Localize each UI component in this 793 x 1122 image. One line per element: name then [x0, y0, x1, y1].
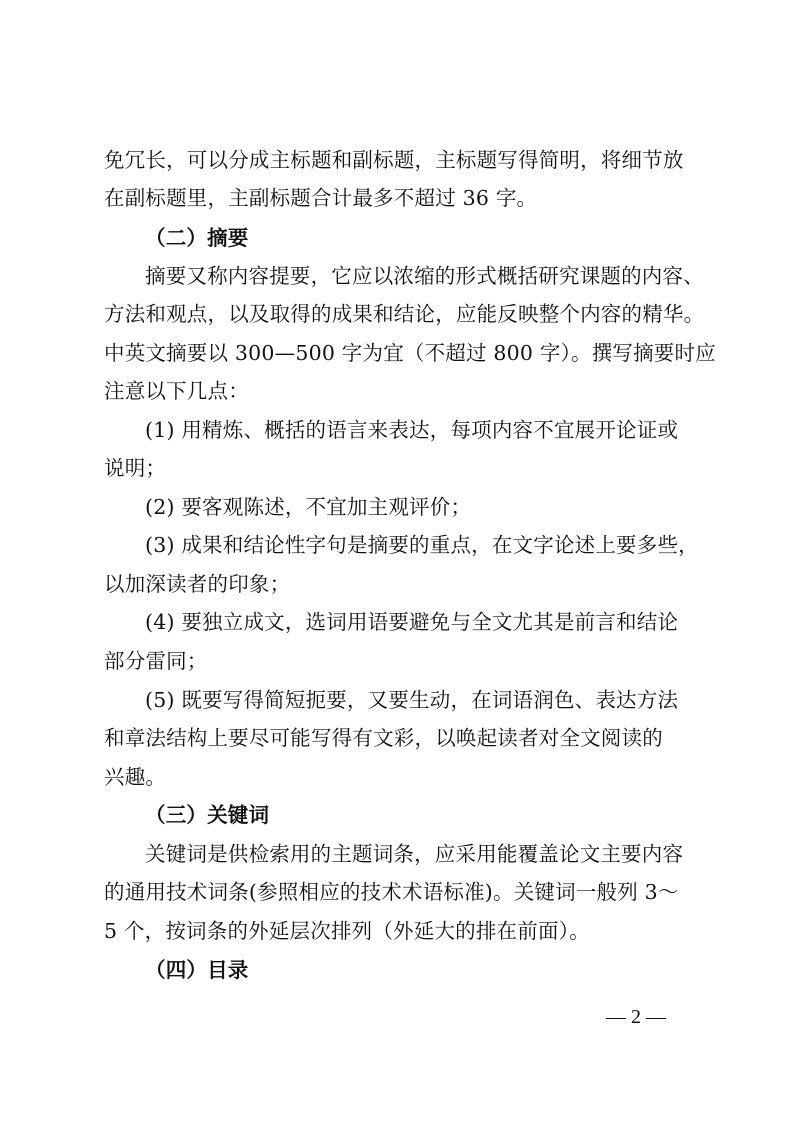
section-heading-contents: （四）目录 [145, 958, 249, 982]
list-item-line: (5) 既要写得简短扼要，又要生动，在词语润色、表达方法 [145, 688, 679, 712]
body-text-line: 注意以下几点： [104, 379, 249, 403]
list-item-line: (1) 用精炼、概括的语言来表达，每项内容不宜展开论证或 [145, 418, 679, 442]
body-text-line: 方法和观点，以及取得的成果和结论，应能反映整个内容的精华。 [104, 302, 705, 326]
list-item-line: 和章法结构上要尽可能写得有文彩，以唤起读者对全文阅读的 [104, 726, 663, 750]
list-item-line: (2) 要客观陈述，不宜加主观评价； [145, 495, 472, 519]
list-item-line: 兴趣。 [104, 765, 167, 789]
body-text-line: 中英文摘要以 300—500 字为宜（不超过 800 字）。撰写摘要时应 [104, 341, 716, 365]
body-text-line: 免冗长，可以分成主标题和副标题，主标题写得简明，将细节放 [104, 148, 684, 172]
list-item-line: 部分雷同； [104, 649, 208, 673]
body-text-line: 关键词是供检索用的主题词条，应采用能覆盖论文主要内容 [145, 842, 684, 866]
body-text-line: 5 个，按词条的外延层次排列（外延大的排在前面）。 [104, 919, 590, 943]
page-number: — 2 — [606, 1006, 666, 1028]
body-text-line: 在副标题里，主副标题合计最多不超过 36 字。 [104, 186, 538, 210]
list-item-line: (3) 成果和结论性字句是摘要的重点，在文字论述上要多些， [145, 533, 699, 557]
list-item-line: 说明； [104, 456, 167, 480]
section-heading-keywords: （三）关键词 [145, 803, 270, 827]
section-heading-abstract: （二）摘要 [145, 226, 249, 250]
list-item-line: (4) 要独立成文，选词用语要避免与全文尤其是前言和结论 [145, 610, 679, 634]
body-text-line: 的通用技术词条(参照相应的技术术语标准)。关键词一般列 3～ [104, 880, 679, 904]
list-item-line: 以加深读者的印象； [104, 572, 291, 596]
body-text-line: 摘要又称内容提要，它应以浓缩的形式概括研究课题的内容、 [145, 264, 704, 288]
